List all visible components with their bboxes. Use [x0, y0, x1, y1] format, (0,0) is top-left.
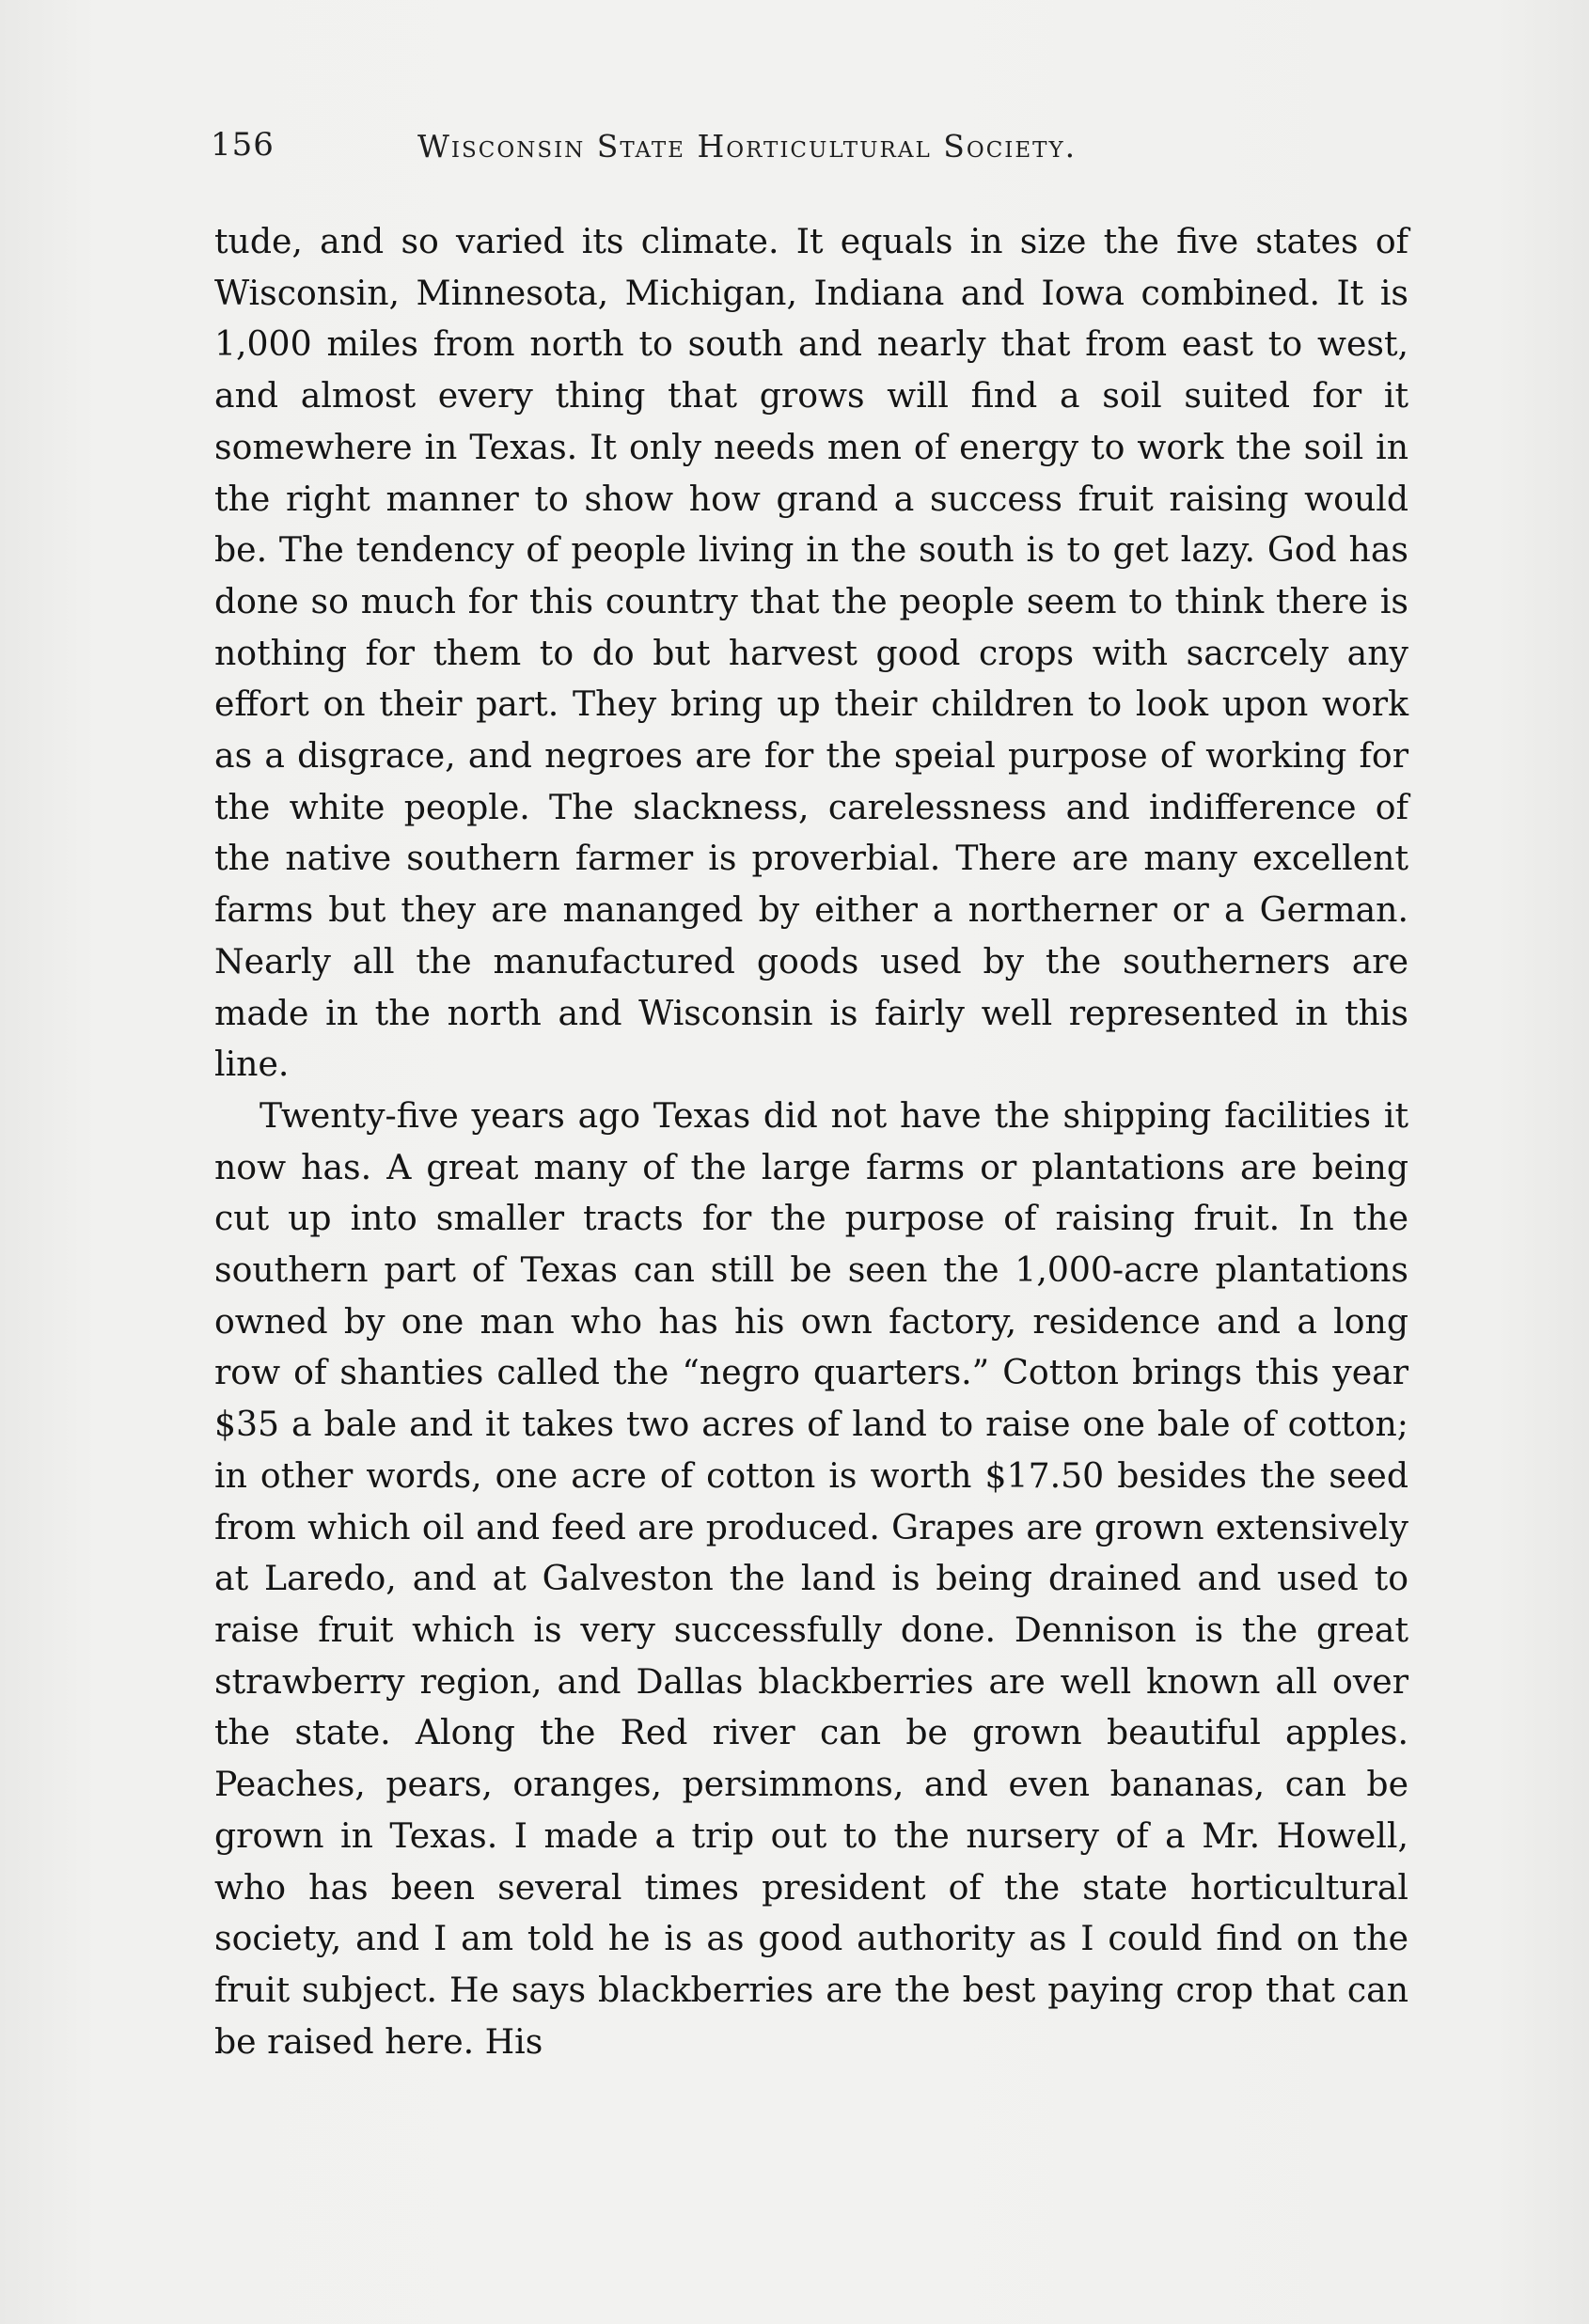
body-text	[214, 216, 1408, 2067]
running-head: Wisconsin State Horticultural Society.	[417, 128, 1078, 165]
paragraph: Twenty-five years ago Texas did not have the shipping facilities it now has. A great many of the large farms or plantations are being cut up into smaller tracts for the purpose of raising fruit. In the southern part of Texas can still be seen the 1,000-acre plantations owned by one man who has his own factory, residence and a long row of shanties called the “negro quarters.” Cotton brings this year $35 a bale and it takes two acres of land to raise one bale of cotton; in other words, one acre of cotton is worth $17.50 besides the seed from which oil and feed are produced. Grapes are grown extensively at Laredo, and at Galveston the land is being drained and used to raise fruit which is very successfully done. Dennison is the great strawberry region, and Dallas blackberries are well known all over the state. Along the Red river can be grown beautiful apples. Peaches, pears, oranges, persimmons, and even bananas, can be grown in Texas. I made a trip out to the nursery of a Mr. Howell, who has been several times president of the state horticultural society, and I am told he is as good authority as I could find on the fruit subject. He says blackberries are the best paying crop that can be raised here. His	[214, 1094, 1408, 2062]
paragraph: tude, and so varied its climate. It equals in size the five states of Wisconsin, Minnesota, Michigan, Indiana and Iowa combined. It is 1,000 miles from north to south and nearly that from east to west, and almost every thing that grows will find a soil suited for it somewhere in Texas. It only needs men of energy to work the soil in the right manner to show how grand a success fruit raising would be. The tendency of people living in the south is to get lazy. God has done so much for this country that the people seem to think there is nothing for them to do but harvest good crops with sacrcely any effort on their part. They bring up their children to look upon work as a disgrace, and negroes are for the speial purpose of working for the white people. The slackness, carelessness and indifference of the native southern farmer is proverbial. There are many excellent farms but they are mananged by either a northerner or a German. Nearly all the manufactured goods used by the southerners are made in the north and Wisconsin is fairly well represented in this line.	[214, 221, 1408, 1085]
page-number: 156	[211, 126, 275, 164]
page-header	[211, 126, 1348, 182]
